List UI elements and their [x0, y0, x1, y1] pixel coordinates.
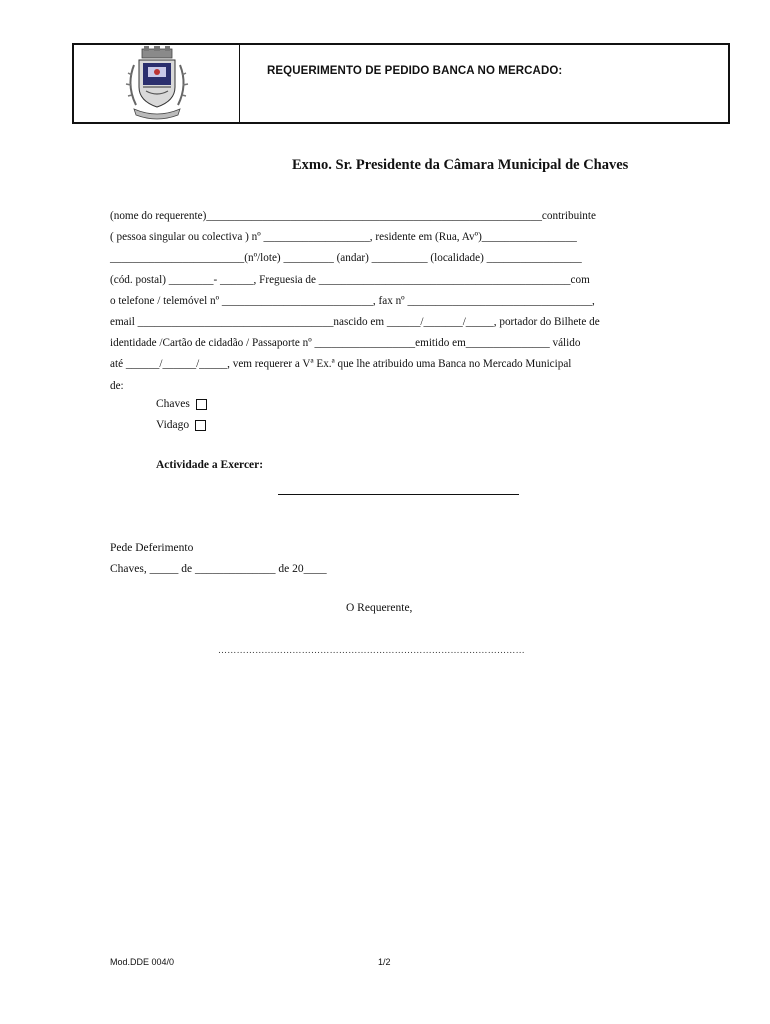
form-line-text: identidade /Cartão de cidadão / Passaporte nº __________________emitido em_______________ válido — [110, 337, 581, 350]
checkbox-vidago[interactable] — [195, 420, 206, 431]
coat-of-arms-icon — [122, 45, 192, 123]
form-line — [110, 270, 660, 291]
signature-line[interactable]: ……………………………………………………………………………………… — [218, 645, 525, 655]
form-line-text: ________________________(nº/lote) _________ (andar) __________ (localidade) _________________ — [110, 252, 582, 265]
form-line-text: ( pessoa singular ou colectiva ) nº ___________________, residente em (Rua, Avº)_________________ — [110, 231, 577, 244]
form-line-text: email ___________________________________nascido em ______/_______/_____, portador do Bilhete de — [110, 315, 600, 328]
form-title: REQUERIMENTO DE PEDIDO BANCA NO MERCADO: — [267, 65, 563, 77]
form-line — [110, 206, 660, 227]
option-vidago[interactable] — [156, 415, 207, 436]
logo-cell — [74, 45, 240, 122]
form-line-text: de: — [110, 379, 124, 392]
option-label: Vidago — [156, 419, 190, 431]
form-line — [110, 291, 660, 312]
closing-line-2: Chaves, _____ de ______________ de 20____ — [110, 563, 327, 575]
closing-line-1: Pede Deferimento — [110, 542, 194, 554]
form-line-text: (cód. postal) ________- ______, Freguesia de _____________________________________________com — [110, 273, 590, 286]
header-box — [72, 43, 730, 124]
form-line-text: o telefone / telemóvel nº ___________________________, fax nº _________________________________, — [110, 294, 595, 307]
checkbox-chaves[interactable] — [196, 399, 207, 410]
form-line — [110, 227, 660, 248]
signer-label: O Requerente, — [346, 602, 413, 614]
page-number: 1/2 — [378, 957, 391, 967]
form-code: Mod.DDE 004/0 — [110, 957, 175, 967]
form-line-text: (nome do requerente)____________________________________________________________contribuinte — [110, 210, 596, 222]
activity-input-line[interactable] — [278, 494, 519, 495]
activity-label: Actividade a Exercer: — [156, 459, 264, 471]
option-chaves[interactable] — [156, 394, 207, 415]
form-line-text: até ______/______/_____, vem requerer a Vª Ex.ª que lhe atribuido uma Banca no Mercado Municipal — [110, 358, 572, 371]
option-label: Chaves — [156, 398, 190, 410]
form-line — [110, 248, 660, 269]
market-options — [156, 394, 207, 436]
form-line — [110, 312, 660, 333]
addressee: Exmo. Sr. Presidente da Câmara Municipal de Chaves — [292, 157, 629, 173]
closing — [110, 538, 327, 580]
form-line — [110, 333, 660, 354]
form-line — [110, 354, 660, 375]
request-body — [110, 206, 660, 397]
